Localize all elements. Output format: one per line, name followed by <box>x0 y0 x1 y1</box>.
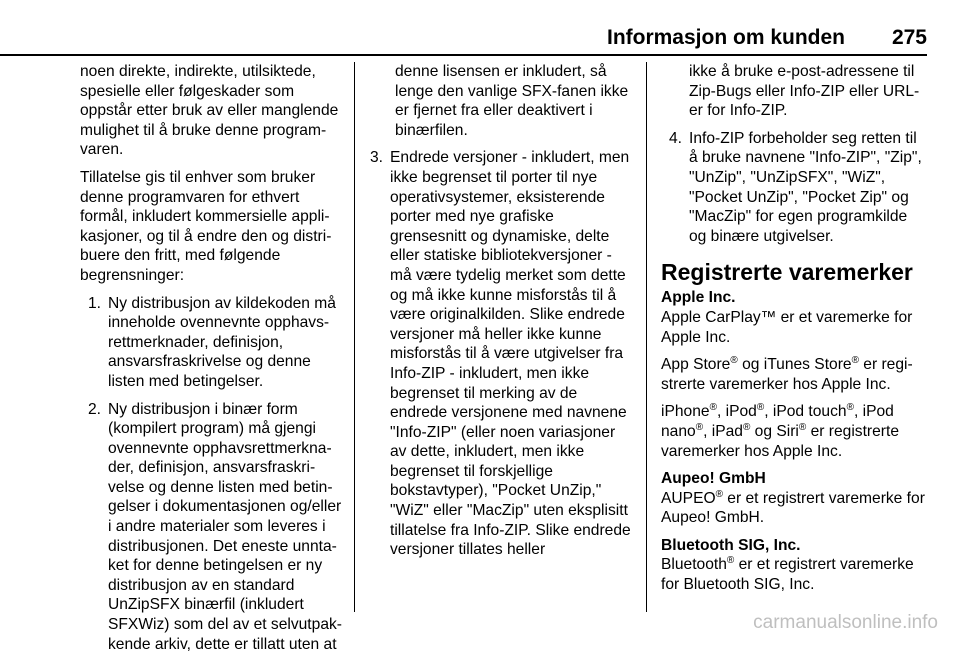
paragraph: AUPEO® er et registrert varemerke for Aupeo! GmbH. <box>661 488 925 527</box>
list-number: 2. <box>88 400 102 418</box>
watermark: carmanualsonline.info <box>753 612 938 633</box>
paragraph: noen direkte, indirekte, utilsiktede, spesielle eller følgeskader som oppstår etter bruk av eller manglende mulighet til å bruke denne programvaren. <box>80 63 339 159</box>
page-header <box>0 26 927 56</box>
section-heading: Registrerte varemerker <box>661 259 913 286</box>
list-item <box>370 148 632 559</box>
list-number: 3. <box>370 149 384 167</box>
list-item <box>80 294 342 392</box>
page-number: 275 <box>891 26 927 49</box>
list-text: Ny distribusjon av kildekoden må inneholde ovennevnte opphavsrettmerknader, definisjon, ansvarsfraskrivelse og denne listen med betingelser. <box>108 294 336 390</box>
list-text: Info-ZIP forbeholder seg retten til å bruke navnene "Info-ZIP", "Zip", "UnZip", "UnZipSFX", "WiZ", "Pocket UnZip", "Pocket Zip" og "MacZip" for egen programkilde og binære utgivelser. <box>689 129 922 245</box>
list-text: Ny distribusjon i binær form (kompilert program) må gjengi ovennevnte opphavsrettmerknader, definisjon, ansvarsfraskrivelse og denne listen med betingelser i dokumentasjonen og/eller i andre materialer som leveres i distribusjonen. Det eneste unntaket for denne betingelsen er ny distribusjon av en standard UnZipSFX binærfil (inkludert SFXWiz) som del av et selvutpakkende arkiv, dette er tillatt uten at <box>108 400 342 653</box>
brand-name: Bluetooth SIG, Inc. <box>661 536 801 554</box>
list-item <box>80 400 342 655</box>
column-1 <box>80 62 342 662</box>
list-number: 4. <box>669 129 683 147</box>
list-text: Endrede versjoner - inkludert, men ikke begrenset til porter til nye operativsystemer, eksisterende porter med nye grafiske grensesnitt og dynamiske, delte eller statiske bibliotekversjoner - må være tydelig merket som dette og må ikke kunne misforstås til å være originalkilden. Slike endrede versjoner må heller ikke kunne misforstås til å være utgivelser fra Info-ZIP - inkludert, men ikke begrenset til merking av de endrede versjonene med navnene "Info-ZIP" (eller noen variasjoner av dette, inkludert, men ikke begrenset til forskjellige bokstavtyper), "Pocket UnZip," "WiZ" eller "MacZip" uten eksplisitt tillatelse fra Info-ZIP. Slike endrede versjoner tillates heller <box>390 149 631 559</box>
list-continuation: ikke å bruke e-post-adressene til Zip-Bugs eller Info-ZIP eller URL-er for Info-ZIP. <box>689 63 920 120</box>
column-3 <box>661 62 927 603</box>
brand-name: Apple Inc. <box>661 289 736 307</box>
paragraph: Bluetooth® er et registrert varemerke for Bluetooth SIG, Inc. <box>661 555 914 594</box>
paragraph: iPhone®, iPod®, iPod touch®, iPod nano®, iPad® og Siri® er registrerte varemerker hos Apple Inc. <box>661 402 899 460</box>
column-divider-1 <box>354 62 355 612</box>
column-2 <box>370 62 632 568</box>
column-divider-2 <box>646 62 647 612</box>
brand-name: Aupeo! GmbH <box>661 470 766 488</box>
list-continuation: denne lisensen er inkludert, så lenge den vanlige SFX-fanen ikke er fjernet fra eller deaktivert i binærfilen. <box>395 63 629 139</box>
list-item <box>661 129 927 247</box>
paragraph: Tillatelse gis til enhver som bruker denne programvaren for ethvert formål, inkludert kommersielle applikasjoner, og til å endre den og distribuere den fritt, med følgende begrensninger: <box>80 168 332 284</box>
header-title: Informasjon om kunden <box>606 26 845 49</box>
paragraph: App Store® og iTunes Store® er registrerte varemerker hos Apple Inc. <box>661 354 913 393</box>
paragraph: Apple CarPlay™ er et varemerke for Apple Inc. <box>661 308 913 346</box>
list-number: 1. <box>88 294 102 312</box>
